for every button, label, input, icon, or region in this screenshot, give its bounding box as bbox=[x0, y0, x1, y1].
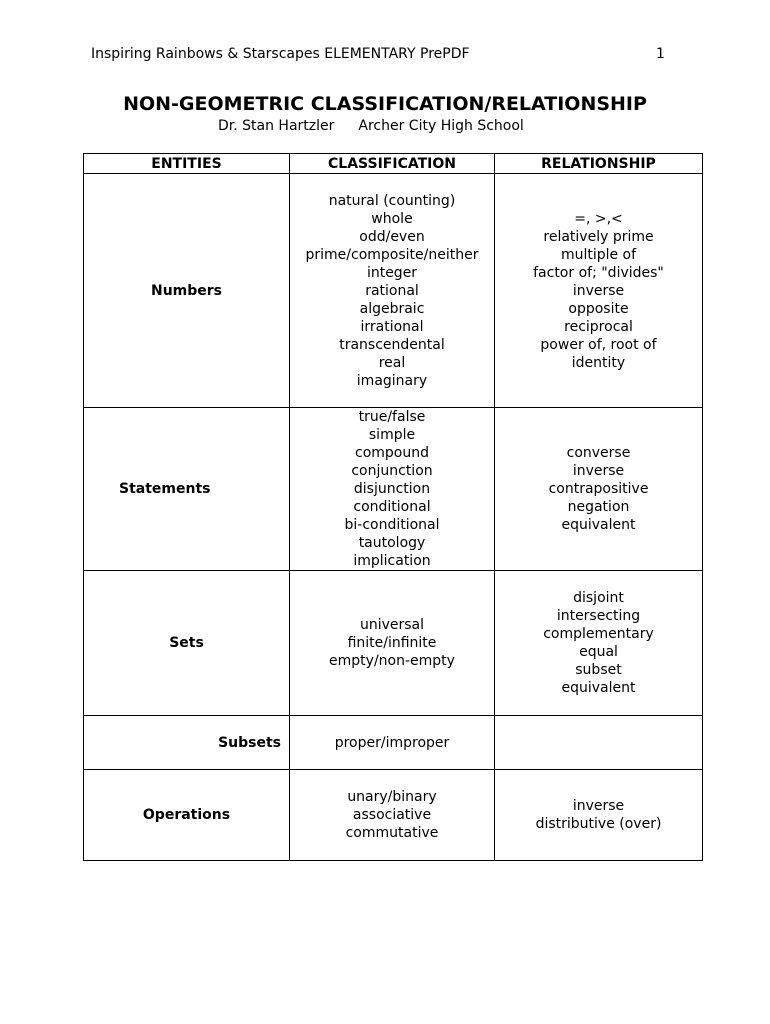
cell-line: algebraic bbox=[359, 300, 425, 317]
table-row bbox=[84, 770, 703, 861]
cell-line: true/false bbox=[358, 409, 426, 425]
classification-cell bbox=[290, 770, 495, 861]
classification-cell bbox=[290, 174, 495, 408]
relationship-cell bbox=[495, 770, 703, 861]
cell-line: factor of; "divides" bbox=[533, 264, 664, 281]
table-header-row bbox=[84, 154, 703, 174]
cell-line: prime/composite/neither bbox=[305, 246, 479, 263]
cell-line: imaginary bbox=[356, 372, 428, 389]
entity-cell: Subsets bbox=[84, 716, 290, 770]
byline bbox=[218, 118, 524, 134]
cell-line: finite/infinite bbox=[347, 635, 437, 651]
entity-cell: Statements bbox=[84, 408, 290, 571]
cell-line: inverse bbox=[572, 798, 625, 814]
cell-line: natural (counting) bbox=[328, 192, 456, 209]
cell-line: converse bbox=[566, 445, 631, 461]
entity-cell: Numbers bbox=[84, 174, 290, 408]
cell-line: proper/improper bbox=[334, 734, 450, 751]
cell-line: =, >,< bbox=[574, 210, 623, 227]
cell-line: inverse bbox=[572, 282, 625, 299]
column-header-entities: ENTITIES bbox=[84, 154, 290, 174]
cell-line: integer bbox=[366, 264, 418, 281]
cell-line: negation bbox=[567, 499, 630, 515]
cell-line: reciprocal bbox=[564, 318, 633, 335]
cell-line: disjunction bbox=[353, 481, 431, 497]
column-header-classification: CLASSIFICATION bbox=[290, 154, 495, 174]
relationship-cell bbox=[495, 408, 703, 571]
cell-line: subset bbox=[575, 662, 622, 678]
cell-line: irrational bbox=[360, 318, 424, 335]
author-name: Dr. Stan Hartzler bbox=[218, 118, 335, 134]
cell-line: tautology bbox=[358, 535, 426, 551]
cell-line: commutative bbox=[345, 825, 439, 841]
cell-line: whole bbox=[371, 210, 413, 227]
entity-cell: Operations bbox=[84, 770, 290, 861]
cell-line: simple bbox=[368, 427, 416, 443]
cell-line: transcendental bbox=[339, 336, 445, 353]
cell-line: bi-conditional bbox=[344, 517, 440, 533]
cell-line: associative bbox=[352, 807, 432, 823]
column-header-relationship: RELATIONSHIP bbox=[495, 154, 703, 174]
table-row bbox=[84, 716, 703, 770]
relationship-cell bbox=[495, 571, 703, 716]
cell-line: universal bbox=[359, 617, 425, 633]
cell-line: inverse bbox=[572, 463, 625, 479]
cell-line: opposite bbox=[568, 300, 629, 317]
cell-line: compound bbox=[355, 445, 429, 461]
cell-line: equivalent bbox=[561, 517, 636, 533]
cell-line: conditional bbox=[353, 499, 431, 515]
cell-line: distributive (over) bbox=[535, 816, 662, 832]
relationship-cell bbox=[495, 174, 703, 408]
cell-line: relatively prime bbox=[543, 228, 654, 245]
table-row bbox=[84, 571, 703, 716]
cell-line: identity bbox=[571, 354, 626, 371]
cell-line: conjunction bbox=[351, 463, 433, 479]
table-row bbox=[84, 174, 703, 408]
running-header: Inspiring Rainbows & Starscapes ELEMENTARY PrePDF bbox=[91, 46, 470, 62]
cell-line: disjoint bbox=[573, 590, 624, 606]
classification-cell bbox=[290, 408, 495, 571]
classification-cell bbox=[290, 571, 495, 716]
cell-line: equivalent bbox=[561, 680, 636, 696]
table-row bbox=[84, 408, 703, 571]
cell-line: implication bbox=[353, 553, 431, 569]
relationship-cell bbox=[495, 716, 703, 770]
cell-line: contrapositive bbox=[548, 481, 649, 497]
entity-cell: Sets bbox=[84, 571, 290, 716]
cell-line: power of, root of bbox=[540, 336, 657, 353]
classification-cell bbox=[290, 716, 495, 770]
cell-line: rational bbox=[365, 282, 419, 299]
cell-line: complementary bbox=[543, 626, 654, 642]
classification-table bbox=[83, 153, 703, 861]
page-number: 1 bbox=[656, 46, 665, 62]
cell-line: empty/non-empty bbox=[329, 653, 455, 669]
cell-line: odd/even bbox=[359, 228, 425, 245]
cell-line: intersecting bbox=[556, 608, 641, 624]
cell-line: real bbox=[378, 354, 406, 371]
cell-line: multiple of bbox=[560, 246, 637, 263]
school-name: Archer City High School bbox=[358, 118, 524, 134]
cell-line: equal bbox=[579, 644, 618, 660]
document-title: NON-GEOMETRIC CLASSIFICATION/RELATIONSHIP bbox=[123, 93, 647, 115]
cell-line: unary/binary bbox=[347, 789, 437, 805]
